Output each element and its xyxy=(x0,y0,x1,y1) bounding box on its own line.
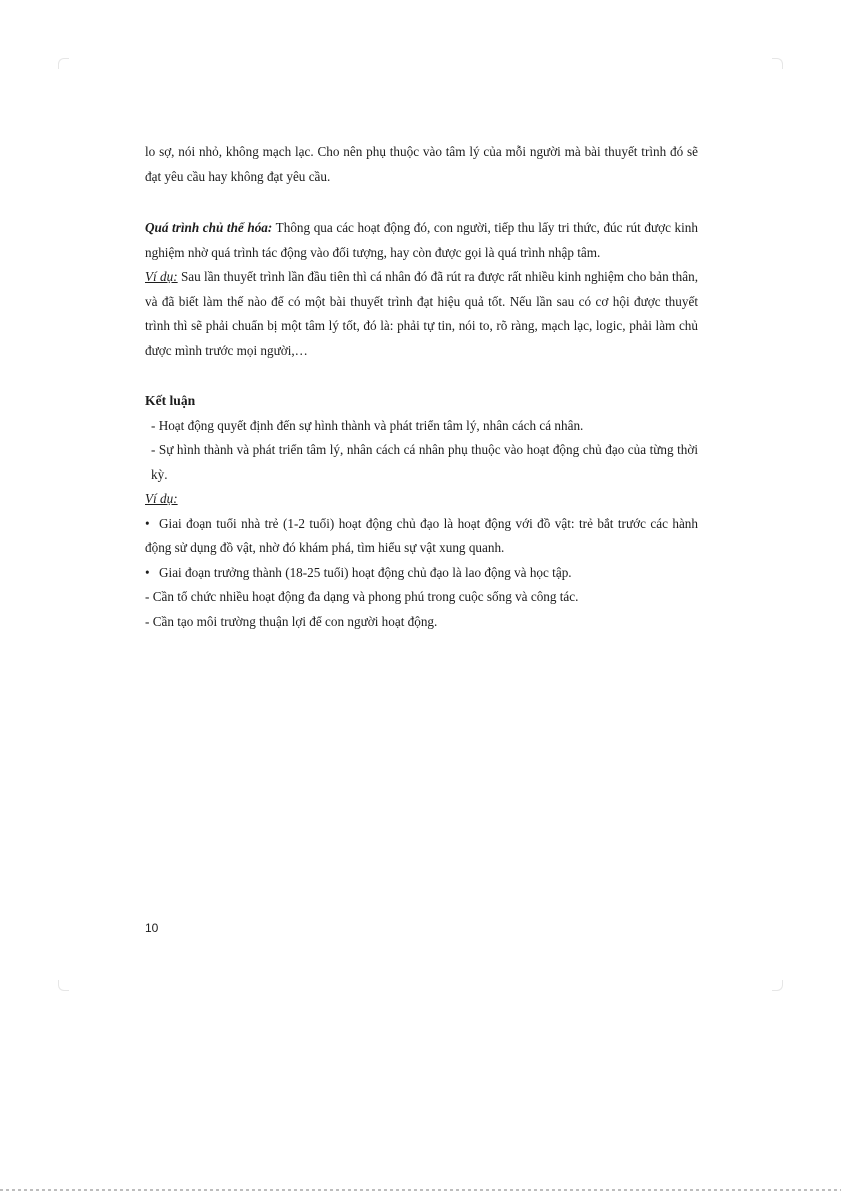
subjectification-term: Quá trình chủ thể hóa: xyxy=(145,220,273,235)
subjectification-example xyxy=(145,265,698,363)
closing-point: - Cần tổ chức nhiều hoạt động đa dạng và phong phú trong cuộc sống và công tác. xyxy=(145,589,579,604)
crop-mark-bottom-left xyxy=(58,980,69,991)
paragraph-spacer xyxy=(145,363,698,389)
bullet-item xyxy=(145,512,698,561)
crop-mark-top-left xyxy=(58,58,69,69)
subjectification-paragraph xyxy=(145,216,698,265)
closing-point: - Cần tạo môi trường thuận lợi để con người hoạt động. xyxy=(145,613,438,629)
conclusion-example-label-line xyxy=(145,487,698,512)
bullet-item xyxy=(145,561,698,586)
bullet-text: Giai đoạn tuổi nhà trẻ (1-2 tuổi) hoạt động chủ đạo là hoạt động với đồ vật: trẻ bắt trước các hành động sử dụng đồ vật, nhờ đó khám phá, tìm hiểu sự vật xung quanh. xyxy=(145,515,698,555)
conclusion-point: - Sự hình thành và phát triển tâm lý, nhân cách cá nhân phụ thuộc vào hoạt động chủ đạo của từng thời kỳ. xyxy=(151,442,698,482)
conclusion-point: - Hoạt động quyết định đến sự hình thành và phát triển tâm lý, nhân cách cá nhân. xyxy=(151,417,584,433)
paragraph-spacer xyxy=(145,189,698,216)
bullet-text: Giai đoạn trưởng thành (18-25 tuổi) hoạt động chủ đạo là lao động và học tập. xyxy=(159,564,572,580)
page-body xyxy=(145,140,698,634)
crop-mark-top-right xyxy=(772,58,783,69)
bullet-icon: • xyxy=(145,515,150,531)
crop-mark-bottom-right xyxy=(772,980,783,991)
example-text: Sau lần thuyết trình lần đầu tiên thì cá nhân đó đã rút ra được rất nhiều kinh nghiệm cho bản thân, và đã biết làm thế nào để có một bài thuyết trình đạt hiệu quả tốt. Nếu lần sau có cơ hội được thuyết trình thì sẽ phải chuẩn bị một tâm lý tốt, đó là: phải tự tin, nói to, rõ ràng, mạch lạc, logic, phải làm chủ được mình trước mọi người,… xyxy=(145,269,698,358)
page-number: 10 xyxy=(145,921,159,935)
example-label: Ví dụ: xyxy=(145,491,178,506)
conclusion-heading: Kết luận xyxy=(145,393,196,408)
bullet-icon: • xyxy=(145,564,150,580)
intro-paragraph: lo sợ, nói nhỏ, không mạch lạc. Cho nên phụ thuộc vào tâm lý của mỗi người mà bài thuyết trình đó sẽ đạt yêu cầu hay không đạt yêu cầu. xyxy=(145,144,698,184)
example-label: Ví dụ: xyxy=(145,269,178,284)
subjectification-text: Thông qua các hoạt động đó, con người, tiếp thu lấy tri thức, đúc rút được kinh nghiệm nhờ quá trình tác động vào đối tượng, hay còn được gọi là quá trình nhập tâm. xyxy=(145,220,698,260)
